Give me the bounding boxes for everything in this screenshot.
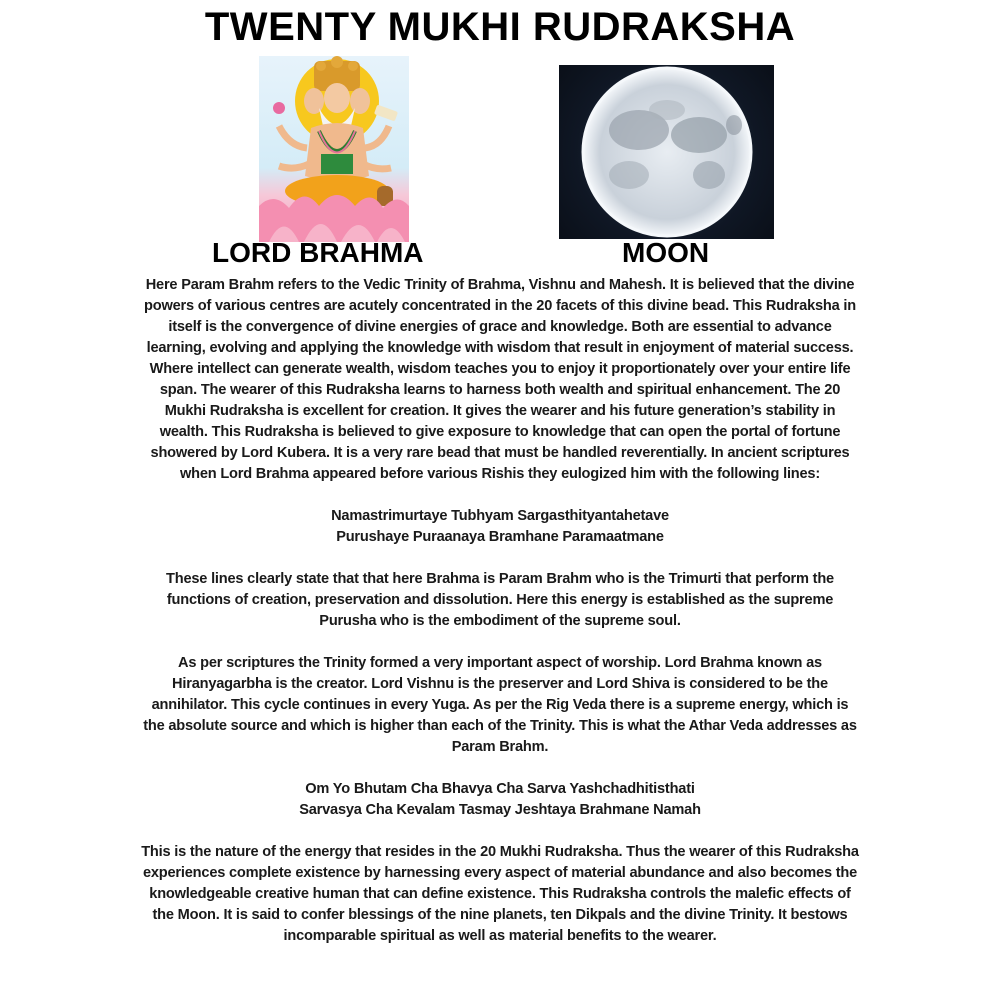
verse-param-brahm bbox=[140, 779, 860, 821]
verse-brahma-eulogy bbox=[140, 506, 860, 548]
article-body bbox=[140, 275, 860, 968]
verse-line: Sarvasya Cha Kevalam Tasmay Jeshtaya Brahmane Namah bbox=[299, 802, 701, 818]
page-title: TWENTY MUKHI RUDRAKSHA bbox=[204, 5, 796, 49]
lord-brahma-image bbox=[259, 56, 409, 242]
moon-image bbox=[559, 65, 774, 239]
paragraph-trimurti: These lines clearly state that that here Brahma is Param Brahm who is the Trimurti that perform the functions of creation, preservation and dissolution. Here this energy is established as the supreme Purusha who is the embodiment of the supreme soul. bbox=[166, 571, 834, 629]
verse-line: Om Yo Bhutam Cha Bhavya Cha Sarva Yashchadhitisthati bbox=[305, 781, 695, 797]
verse-line: Purushaye Puraanaya Bramhane Paramaatmane bbox=[336, 529, 664, 545]
lord-brahma-illustration-icon bbox=[259, 56, 409, 242]
lord-brahma-caption: LORD BRAHMA bbox=[212, 237, 424, 268]
paragraph-trinity: As per scriptures the Trinity formed a very important aspect of worship. Lord Brahma known as Hiranyagarbha is the creator. Lord Vishnu is the preserver and Lord Shiva is considered to be the annihilator. This cycle continues in every Yuga. As per the Rig Veda there is a supreme energy, which is the absolute source and which is higher than each of the Trinity. This is what the Athar Veda addresses as Param Brahm. bbox=[143, 655, 857, 755]
paragraph-intro: Here Param Brahm refers to the Vedic Trinity of Brahma, Vishnu and Mahesh. It is believed that the divine powers of various centres are acutely concentrated in the 20 facets of this divine bead. This Rudraksha in itself is the convergence of divine energies of grace and knowledge. Both are essential to advance learning, evolving and applying the knowledge with wisdom that result in enjoyment of material success. Where intellect can generate wealth, wisdom teaches you to enjoy it proportionately over your entire life span. The wearer of this Rudraksha learns to harness both wealth and spiritual enhancement. The 20 Mukhi Rudraksha is excellent for creation. It gives the wearer and his future generation’s stability in wealth. This Rudraksha is believed to give exposure to knowledge that can open the portal of fortune showered by Lord Kubera. It is a very rare bead that must be handled reverentially. In ancient scriptures when Lord Brahma appeared before various Rishis they eulogized him with the following lines: bbox=[144, 277, 856, 482]
verse-line: Namastrimurtaye Tubhyam Sargasthityantahetave bbox=[331, 508, 669, 524]
moon-caption: MOON bbox=[622, 237, 710, 268]
full-moon-icon bbox=[559, 65, 774, 239]
paragraph-benefits: This is the nature of the energy that resides in the 20 Mukhi Rudraksha. Thus the wearer of this Rudraksha experiences complete existence by harnessing every aspect of material abundance and also becomes the knowledgeable creative human that can define existence. This Rudraksha controls the malefic effects of the Moon. It is said to confer blessings of the nine planets, ten Dikpals and the divine Trinity. It bestows incomparable spiritual as well as material benefits to the wearer. bbox=[141, 844, 859, 944]
